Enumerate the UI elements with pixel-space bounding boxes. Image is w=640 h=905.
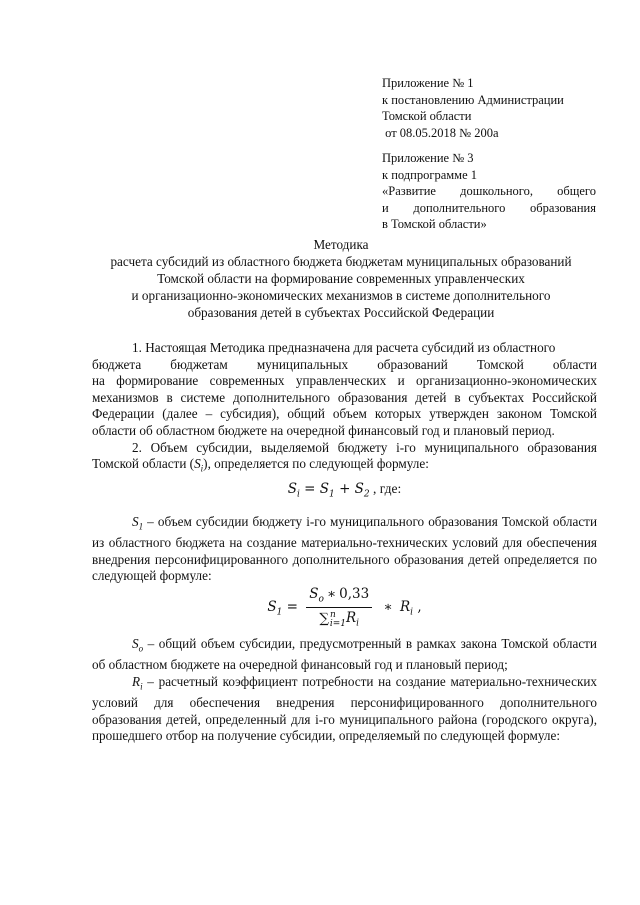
- appendix-3-block: [382, 150, 596, 233]
- formula-fraction: $\frac{S_o ∗ 0,33}{\sum^n_{i=1}R_i}$: [306, 586, 372, 629]
- appendix-3-line: «Развитие дошкольного, общего: [382, 184, 596, 198]
- appendix-1-line: Приложение № 1: [382, 76, 474, 90]
- appendix-1-line: от 08.05.2018 № 200а: [382, 125, 499, 140]
- appendix-1-line: к постановлению Администрации: [382, 92, 564, 107]
- paragraph-3: $S_1$ – объем субсидии бюджету i-го муниципального образования Томской области из областного бюджета на создание материально-технических условий для обеспечения внедрения персонифицированного дополнительного образования детей определяется по следующей формуле:: [92, 514, 597, 584]
- page-title: Методика: [313, 237, 369, 252]
- appendix-3-line: и дополнительного образования: [382, 200, 596, 215]
- appendix-3-line: в Томской области»: [382, 217, 487, 231]
- subtitle-line: Томской области на формирование современных управленческих: [157, 271, 525, 286]
- appendix-1-line: Томской области: [382, 109, 472, 123]
- body-section-2: [92, 514, 597, 585]
- subtitle-line: и организационно-экономических механизмов в системе дополнительного: [131, 288, 551, 303]
- paragraph-1-rest: на формирование современных управленческих и организационно-экономических механизмов в системе дополнительного образования детей в субъектах Российской Федерации (далее – субсидия), общий объем которых утвержден законом Томской области об областном бюджете на очередной финансовый год и плановый период.: [92, 373, 597, 438]
- methodology-title: [86, 236, 596, 321]
- body-section-1: [92, 340, 597, 477]
- paragraph-4: $S_o$ – общий объем субсидии, предусмотренный в рамках закона Томской области об областном бюджете на очередной финансовый год и плановый период;: [92, 636, 597, 673]
- appendix-3-line: к подпрограмме 1: [382, 167, 477, 182]
- paragraph-2: 2. Объем субсидии, выделяемой бюджету i-го муниципального образования Томской области $(S_i)$, определяется по следующей формуле:: [92, 439, 597, 474]
- paragraph-1-line2: бюджета бюджетам муниципальных образований Томской области: [92, 356, 597, 372]
- appendix-1-block: [382, 75, 596, 141]
- body-section-3: [92, 636, 597, 745]
- subtitle-line: расчета субсидий из областного бюджета бюджетам муниципальных образований: [110, 254, 572, 269]
- paragraph-5: $R_i$ – расчетный коэффициент потребности на создание материально-технических условий для обеспечения внедрения персонифицированного дополнительного образования детей, определенный для i-го муниципального района (городского округа), прошедшего отбор на получение субсидии, определяемый по следующей формуле:: [92, 673, 597, 744]
- appendix-3-line: Приложение № 3: [382, 151, 474, 165]
- formula-1: $S_i = S_1 + S_2$ , где:: [287, 481, 402, 500]
- formula-2: $S_1$ = $\frac{S_o ∗ 0,33}{\sum^n_{i=1}R_i}$ ∗ $R_i$ ,: [267, 586, 422, 629]
- paragraph-1-line1: 1. Настоящая Методика предназначена для расчета субсидий из областного: [132, 340, 556, 355]
- subtitle-line: образования детей в субъектах Российской Федерации: [187, 305, 495, 320]
